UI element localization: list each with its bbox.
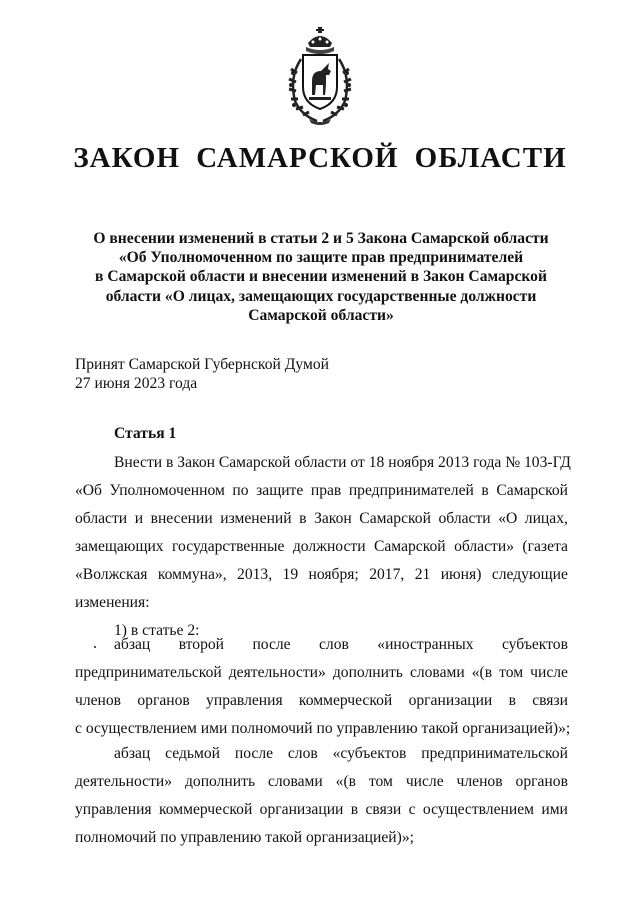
paragraph-line <box>75 768 568 796</box>
word: следующие <box>491 566 568 583</box>
intro-line: изменения: <box>75 594 150 611</box>
word: «иностранных <box>377 636 474 653</box>
word: словами <box>267 773 323 790</box>
subtitle-line: О внесении изменений в статьи 2 и 5 Закона Самарской области <box>93 230 549 247</box>
word: коммуна», <box>157 566 227 583</box>
word: изменений <box>220 510 292 527</box>
word: организации <box>259 801 344 818</box>
subtitle-line: области «О лицах, замещающих государственные должности <box>105 287 537 305</box>
word: ими <box>541 801 568 818</box>
word: Самарской <box>373 538 446 555</box>
word: управления <box>206 692 283 709</box>
word: дополнить <box>184 773 256 790</box>
word: органов <box>137 692 190 709</box>
word: «(в <box>471 664 493 681</box>
word: 2013, <box>237 566 273 583</box>
word: субъектов <box>501 636 568 653</box>
word: внесении <box>150 510 213 527</box>
word: лицах, <box>524 510 568 527</box>
word: числе <box>530 664 568 681</box>
word: в <box>481 482 489 499</box>
word: Уполномоченном <box>109 482 225 499</box>
word: государственные <box>172 538 285 555</box>
word: связи <box>532 692 568 709</box>
word: в <box>508 692 516 709</box>
word: 2017, <box>369 566 405 583</box>
word: предпринимателей <box>348 482 474 499</box>
word: замещающих <box>75 538 164 555</box>
word: после <box>234 745 274 762</box>
word: «Об <box>75 482 102 499</box>
word: «(в <box>335 773 357 790</box>
paragraph-line: полномочий по управлению такой организацией)»; <box>75 829 414 846</box>
word: том <box>499 664 524 681</box>
adoption-info <box>75 355 329 393</box>
intro-line <box>75 477 568 505</box>
paragraph-line <box>75 659 568 687</box>
word: 21 <box>414 566 431 583</box>
paragraph-line <box>75 796 568 824</box>
word: после <box>252 636 291 653</box>
word: прав <box>310 482 342 499</box>
word: предпринимательской <box>421 745 568 762</box>
word: членов <box>75 692 122 709</box>
paragraph-2 <box>75 740 568 852</box>
paragraph-line: с осуществлением ими полномочий по управлению такой организацией)»; <box>75 720 571 737</box>
word: с <box>408 801 416 818</box>
word: области <box>75 510 128 527</box>
word: управления <box>75 801 152 818</box>
point-label: 1) в статье 2: <box>114 622 200 639</box>
paragraph-line <box>75 631 568 659</box>
word: том <box>368 773 393 790</box>
article-heading: Статья 1 <box>114 425 177 442</box>
word: словами <box>409 664 465 681</box>
word: предпринимательской <box>75 664 222 681</box>
word: коммерческой <box>298 692 393 709</box>
paragraph-line <box>75 740 568 768</box>
law-title: ЗАКОН САМАРСКОЙ ОБЛАСТИ <box>73 142 567 174</box>
word: Самарской <box>496 482 568 499</box>
word: коммерческой <box>158 801 253 818</box>
paragraph-line <box>75 687 568 715</box>
intro-line <box>75 505 568 533</box>
word: и <box>134 510 144 527</box>
subtitle-line: «Об Уполномоченном по защите прав предпринимателей <box>118 249 524 267</box>
word: области <box>438 510 491 527</box>
word: Самарской <box>359 510 431 527</box>
word: слов <box>319 636 349 653</box>
word: дополнить <box>332 664 403 681</box>
word: июня) <box>440 566 482 583</box>
law-subtitle <box>60 229 582 325</box>
word: второй <box>178 636 225 653</box>
word: Закон <box>314 510 352 527</box>
word: слов <box>287 745 318 762</box>
word: «Волжская <box>75 566 148 583</box>
word: органов <box>515 773 568 790</box>
intro-line: Внести в Закон Самарской области от 18 ноября 2013 года № 103-ГД <box>114 454 571 471</box>
word: абзац <box>114 636 151 653</box>
word: «субъектов <box>332 745 407 762</box>
word: защите <box>256 482 304 499</box>
word: 19 <box>282 566 299 583</box>
word: ноября; <box>308 566 359 583</box>
word: организации <box>408 692 493 709</box>
word: «О <box>498 510 518 527</box>
adoption-body: Принят Самарской Губернской Думой <box>75 356 329 373</box>
word: числе <box>405 773 444 790</box>
subtitle-line: в Самарской области и внесении изменений в Закон Самарской <box>95 268 547 286</box>
article-intro <box>75 449 571 645</box>
word: осуществлением <box>422 801 534 818</box>
word: членов <box>456 773 503 790</box>
coat-of-arms-emblem <box>281 25 359 127</box>
word: абзац <box>114 745 151 762</box>
word: в <box>350 801 359 818</box>
intro-line <box>75 561 568 589</box>
adoption-date: 27 июня 2023 года <box>75 375 198 392</box>
word: должности <box>292 538 366 555</box>
word: по <box>232 482 249 499</box>
intro-line <box>75 533 568 561</box>
word: деятельности» <box>75 773 173 790</box>
word: (газета <box>522 538 568 555</box>
word: седьмой <box>165 745 221 762</box>
subtitle-line: Самарской области» <box>248 306 394 324</box>
word: в <box>299 510 307 527</box>
word: связи <box>365 801 402 818</box>
word: деятельности» <box>228 664 326 681</box>
word: области» <box>454 538 514 555</box>
paragraph-1 <box>75 631 571 743</box>
